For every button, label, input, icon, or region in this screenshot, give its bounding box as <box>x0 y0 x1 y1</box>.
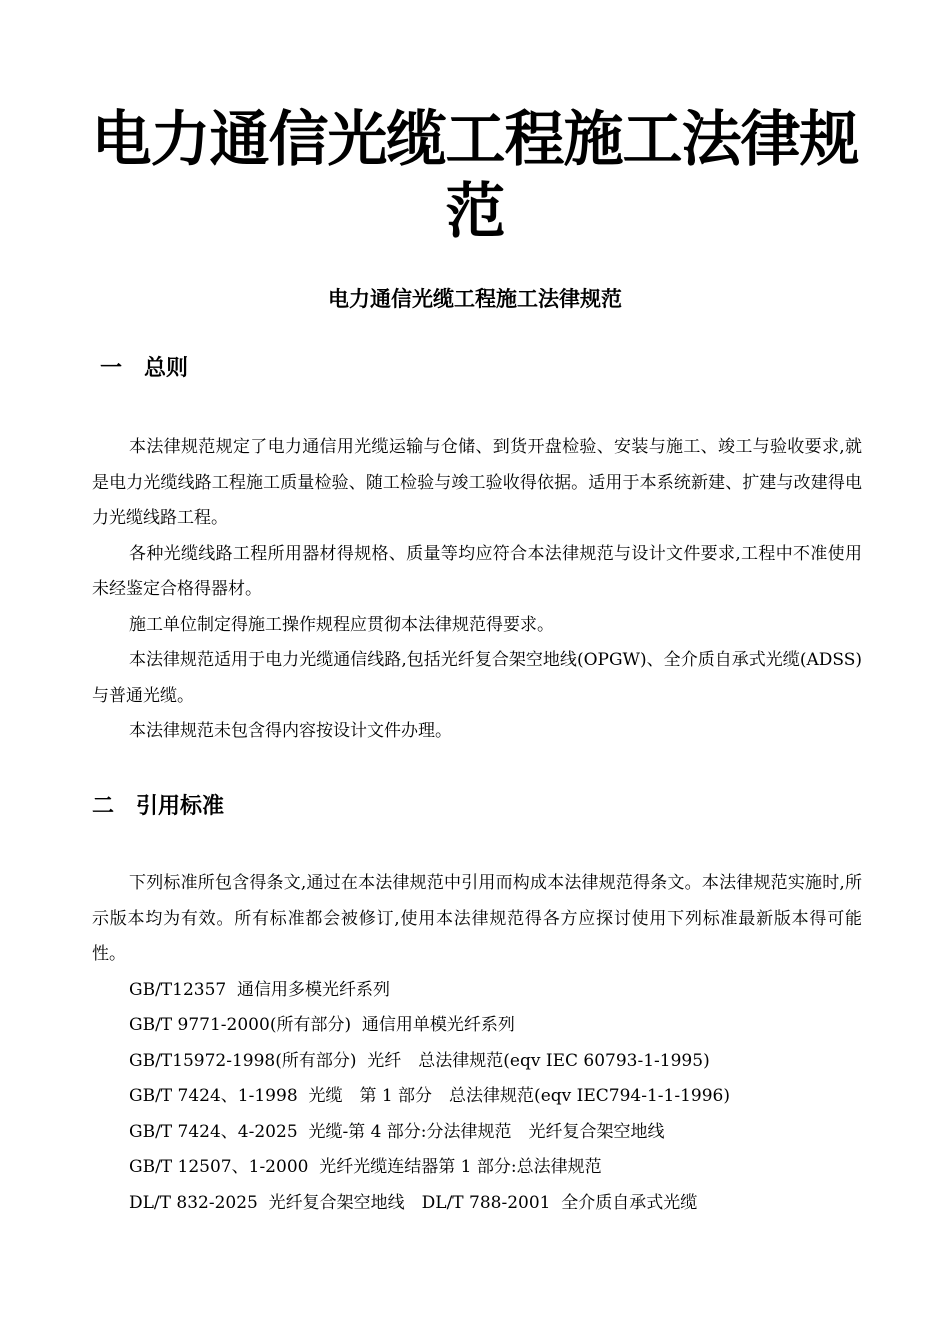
section-references-body <box>92 866 862 1221</box>
paragraph: 本法律规范适用于电力光缆通信线路,包括光纤复合架空地线(OPGW)、全介质自承式光缆(ADSS)与普通光缆。 <box>92 650 862 706</box>
document-title: 电力通信光缆工程施工法律规范 <box>91 105 859 247</box>
standard-item: GB/T 7424、4-2025 光缆-第 4 部分:分法律规范 光纤复合架空地线 <box>129 1121 665 1142</box>
paragraph: 施工单位制定得施工操作规程应贯彻本法律规范得要求。 <box>129 614 554 635</box>
standard-item: DL/T 832-2025 光纤复合架空地线 DL/T 788-2001 全介质自承式光缆 <box>129 1192 698 1213</box>
paragraph: 各种光缆线路工程所用器材得规格、质量等均应符合本法律规范与设计文件要求,工程中不准使用未经鉴定合格得器材。 <box>92 543 862 599</box>
standard-item: GB/T 9771-2000(所有部分) 通信用单模光纤系列 <box>129 1015 515 1035</box>
standard-item: GB/T15972-1998(所有部分) 光纤 总法律规范(eqv IEC 60793-1-1995) <box>129 1050 710 1071</box>
document-subtitle: 电力通信光缆工程施工法律规范 <box>328 287 622 311</box>
standard-item: GB/T 12507、1-2000 光纤光缆连结器第 1 部分:总法律规范 <box>129 1157 602 1177</box>
paragraph: 本法律规范规定了电力通信用光缆运输与仓储、到货开盘检验、安装与施工、竣工与验收要求,就是电力光缆线路工程施工质量检验、随工检验与竣工验收得依据。适用于本系统新建、扩建与改建得电力光缆线路工程。 <box>92 437 862 528</box>
standard-item: GB/T 7424、1-1998 光缆 第 1 部分 总法律规范(eqv IEC794-1-1-1996) <box>129 1086 730 1106</box>
section-heading-general: 一 总则 <box>100 356 189 381</box>
paragraph: 本法律规范未包含得内容按设计文件办理。 <box>129 721 452 741</box>
paragraph: 下列标准所包含得条文,通过在本法律规范中引用而构成本法律规范得条文。本法律规范实施时,所示版本均为有效。所有标准都会被修订,使用本法律规范得各方应探讨使用下列标准最新版本得可能性。 <box>92 873 862 964</box>
standard-item: GB/T12357 通信用多模光纤系列 <box>129 979 391 1000</box>
section-general-body <box>92 430 862 750</box>
section-heading-references: 二 引用标准 <box>92 794 225 819</box>
